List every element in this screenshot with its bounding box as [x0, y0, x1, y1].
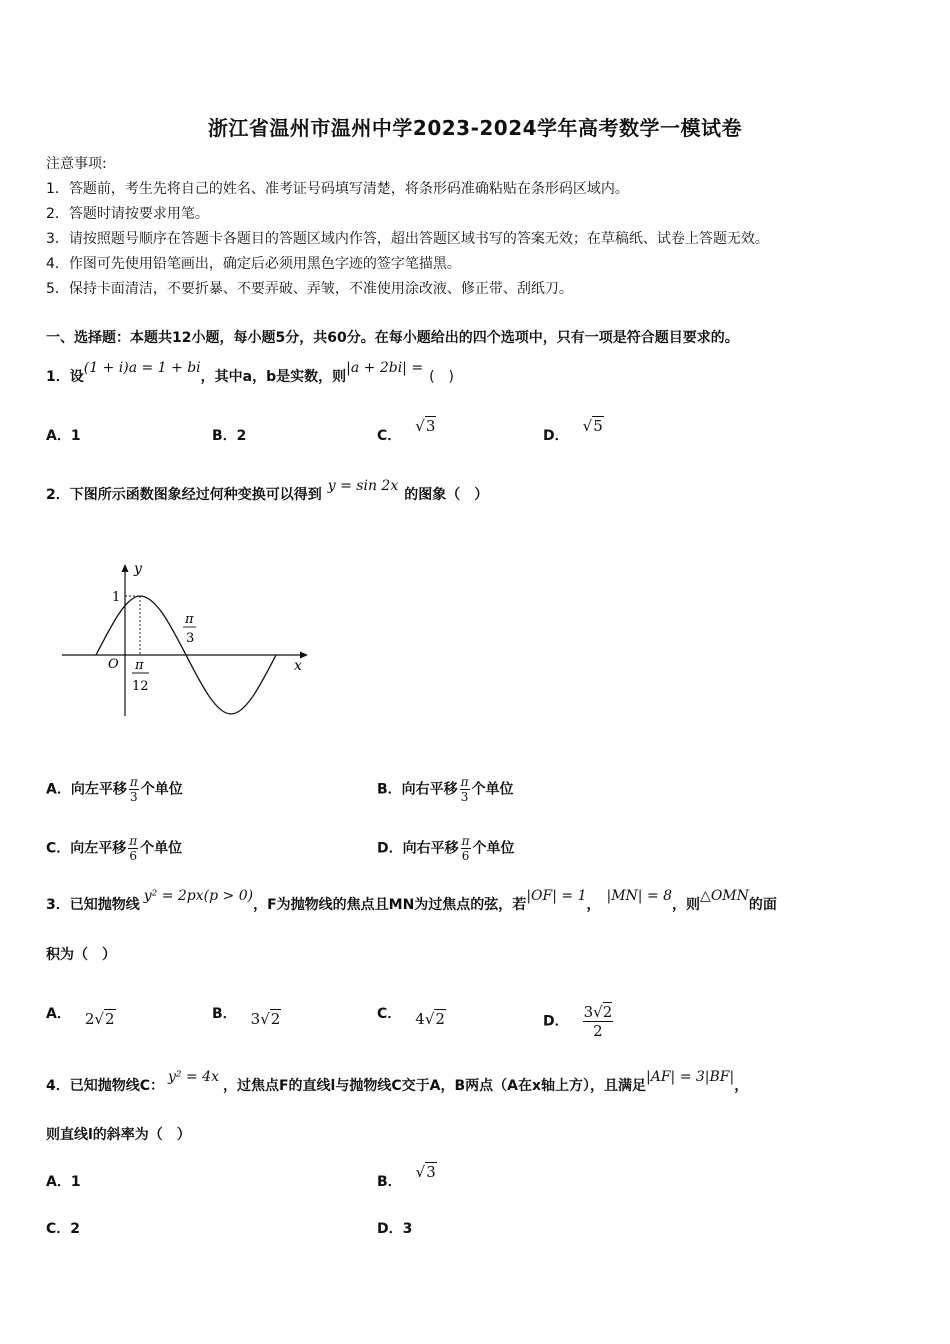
option-label: C． — [377, 428, 402, 444]
q3-option-a[interactable] — [46, 1003, 116, 1028]
q1-paren: ( ) — [429, 369, 455, 385]
q2-tail: 的图象（ ） — [404, 487, 489, 503]
question-1 — [46, 360, 455, 386]
q4-option-b[interactable] — [377, 1163, 437, 1191]
notice-item: 3．请按照题号顺序在答题卡各题目的答题区域内作答，超出答题区域书写的答案无效；在草稿纸、试卷上答题无效。 — [46, 231, 769, 247]
section-heading: 一、选择题：本题共12小题，每小题5分，共60分。在每小题给出的四个选项中，只有一项是符合题目要求的。 — [46, 330, 739, 346]
notice-item: 4．作图可先使用铅笔画出，确定后必须用黑色字迹的签字笔描黑。 — [46, 256, 461, 272]
unit-label: 个单位 — [471, 781, 514, 798]
three-sqrt-2-over-2: $\frac{3√2}{2}$ — [583, 1003, 613, 1040]
option-label: C．向左平移 — [46, 840, 127, 857]
question-2 — [46, 478, 489, 504]
q1-option-b[interactable]: B．2 — [212, 428, 247, 444]
zero-pi: π — [185, 612, 194, 627]
sqrt-3: √3 — [415, 417, 436, 435]
q1-text: ，其中a，b是实数，则 — [200, 369, 347, 385]
sine-graph — [56, 556, 316, 722]
q3-triangle: △OMN — [700, 888, 749, 904]
option-label: D． — [543, 428, 569, 444]
option-label: D．向右平移 — [377, 840, 459, 857]
zero-3: 3 — [186, 631, 195, 646]
notice-item: 2．答题时请按要求用笔。 — [46, 206, 209, 222]
q4-number: 4．已知抛物线C： — [46, 1078, 165, 1094]
q3-text-then: ，则 — [672, 897, 701, 913]
sqrt-3: √3 — [415, 1163, 436, 1181]
tick-pi: π — [135, 658, 144, 673]
notice-item: 1．答题前，考生先将自己的姓名、准考证号码填写清楚，将条形码准确粘贴在条形码区域内。 — [46, 181, 629, 197]
notice-item: 5．保持卡面清洁，不要折暴、不要弄破、弄皱，不准使用涂改液、修正带、刮纸刀。 — [46, 281, 573, 297]
question-4 — [46, 1069, 749, 1095]
page-title: 浙江省温州市温州中学2023-2024学年高考数学一模试卷 — [207, 116, 743, 140]
q2-option-d[interactable] — [377, 834, 515, 863]
two-sqrt-2: 2√2 — [84, 1010, 115, 1028]
q1-abs-formula: |a + 2bi| = — [346, 360, 424, 376]
q2-number: 2．下图所示函数图象经过何种变换可以得到 — [46, 487, 322, 503]
pi-over-6: $\frac{\pi}{6}$ — [129, 834, 138, 863]
q3-of: |OF| = 1 — [526, 888, 587, 904]
q3-formula: y² = 2px(p > 0) — [143, 888, 254, 904]
q4-condition: |AF| = 3|BF| — [646, 1069, 735, 1085]
option-label: B． — [377, 1174, 402, 1190]
q3-number: 3．已知抛物线 — [46, 897, 140, 913]
q1-formula: (1 + i)a = 1 + bi — [83, 360, 201, 376]
comma: ， — [734, 1078, 749, 1094]
q3-text: ，F为抛物线的焦点且MN为过焦点的弦，若 — [253, 897, 527, 913]
q3-text-area: 的面 — [748, 897, 777, 913]
y-axis-arrow — [122, 564, 129, 572]
q1-option-c[interactable] — [377, 417, 436, 445]
q3-option-d[interactable] — [543, 1003, 615, 1040]
option-label: A．向左平移 — [46, 781, 127, 798]
q3-option-b[interactable] — [212, 1003, 281, 1028]
option-label: B． — [212, 1006, 237, 1022]
x-label: x — [294, 658, 302, 674]
option-label: D． — [543, 1013, 569, 1030]
unit-label: 个单位 — [472, 840, 515, 857]
q3-line-2: 积为（ ） — [46, 947, 116, 963]
q4-option-c[interactable]: C．2 — [46, 1221, 81, 1237]
q4-line-2: 则直线l的斜率为（ ） — [46, 1127, 191, 1143]
three-sqrt-2: 3√2 — [250, 1010, 281, 1028]
q4-option-d[interactable]: D．3 — [377, 1221, 413, 1237]
option-label: C． — [377, 1006, 402, 1022]
max-value-label: 1 — [112, 590, 121, 605]
q1-number: 1．设 — [46, 369, 84, 385]
q4-formula: y² = 4x — [168, 1069, 219, 1085]
q3-option-c[interactable] — [377, 1003, 446, 1028]
q3-mn: |MN| = 8 — [606, 888, 673, 904]
comma: ， — [586, 897, 601, 913]
q2-option-b[interactable] — [377, 775, 514, 804]
q2-option-c[interactable] — [46, 834, 182, 863]
origin-label: O — [108, 657, 119, 672]
pi-over-3: $\frac{\pi}{3}$ — [460, 775, 469, 804]
y-label: y — [134, 561, 142, 577]
notice-heading: 注意事项: — [46, 156, 107, 172]
q1-option-a[interactable]: A．1 — [46, 428, 81, 444]
q2-formula: y = sin 2x — [327, 478, 399, 494]
question-3 — [46, 888, 777, 914]
pi-over-6: $\frac{\pi}{6}$ — [461, 834, 470, 863]
unit-label: 个单位 — [140, 840, 183, 857]
unit-label: 个单位 — [140, 781, 183, 798]
option-label: A． — [46, 1006, 71, 1022]
option-label: B．向右平移 — [377, 781, 458, 798]
tick-12: 12 — [132, 679, 149, 694]
q2-option-a[interactable] — [46, 775, 183, 804]
sqrt-5: √5 — [582, 417, 603, 435]
q4-text: ，过焦点F的直线l与抛物线C交于A，B两点（A在x轴上方），且满足 — [222, 1078, 646, 1094]
q1-option-d[interactable] — [543, 417, 604, 445]
q4-option-a[interactable]: A．1 — [46, 1174, 81, 1190]
pi-over-3: $\frac{\pi}{3}$ — [129, 775, 138, 804]
four-sqrt-2: 4√2 — [415, 1010, 445, 1028]
